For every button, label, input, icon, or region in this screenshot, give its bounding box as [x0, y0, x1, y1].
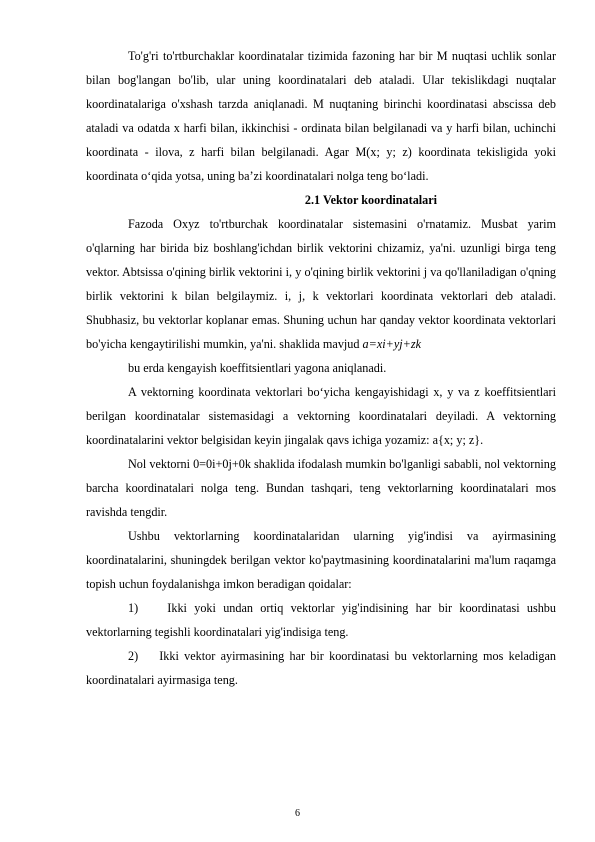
section-heading: 2.1 Vektor koordinatalari — [304, 193, 438, 207]
paragraph-vector-coordinates-definition: A vektorning koordinata vektorlari bo‘yicha kengayishidagi x, y va z koeffitsientlari berilgan koordinatalar sistemasidagi a vektorning koordinatalari deyiladi. A vektorning koordinatalarini vektor belgisidan keyin jingalak qavs ichiga yozamiz: a{x; y; z}. — [86, 385, 556, 447]
paragraph-expansion-coefficients: bu erda kengayish koeffitsientlari yagona aniqlanadi. — [128, 361, 387, 375]
text-body — [86, 44, 560, 692]
paragraph-coordinate-vectors — [86, 212, 556, 356]
rule-sum: 1) Ikki yoki undan ortiq vektorlar yig'indisining har bir koordinatasi ushbu vektorlarning tegishli koordinatalari yig'indisiga teng. — [86, 601, 560, 639]
page-number: 6 — [295, 808, 300, 819]
paragraph-rules-intro: Ushbu vektorlarning koordinatalaridan ularning yig'indisi va ayirmasining koordinatalarini, shuningdek berilgan vektor ko'paytmasining koordinatalarini ma'lum raqamga topish uchun foydalanishga imkon beradigan qoidalar: — [86, 529, 556, 591]
vector-expansion-formula: a=xi+yj+zk — [362, 337, 422, 351]
paragraph-zero-vector: Nol vektorni 0=0i+0j+0k shaklida ifodalash mumkin bo'lganligi sababli, nol vektorning barcha koordinatalari nolga teng. Bundan tashqari, teng vektorlarning koordinatalari mos ravishda tengdir. — [86, 457, 556, 519]
paragraph-coordinates-intro: To'g'ri to'rtburchaklar koordinatalar tizimida fazoning har bir M nuqtasi uchlik sonlar bilan bog'langan bo'lib, ular uning koordinatalari deb ataladi. Ular tekislikdagi nuqtalar koordinatalariga o'xshash tarzda aniqlanadi. M nuqtaning birinchi koordinatasi abscissa deb ataladi va odatda x harfi bilan, ikkinchisi - ordinata bilan belgilanadi va y harfi bilan, uchinchi koordinata - ilova, z harfi bilan belgilanadi. Agar M(x; y; z) koordinata tekisligida yoki koordinata o‘qida yotsa, uning ba’zi koordinatalari nolga teng bo‘ladi. — [86, 49, 556, 183]
paragraph-coordinate-vectors-text: Fazoda Oxyz to'rtburchak koordinatalar sistemasini o'rnatamiz. Musbat yarim o'qlarning har birida biz boshlang'ichdan birlik vektorini chizamiz, ya'ni. uzunligi birga teng vektor. Abtsissa o'qining birlik vektorini i, y o'qining birlik vektorini j va qo'llaniladigan o'qning birlik vektorini k bilan belgilaymiz. i, j, k vektorlari koordinata vektorlari deb ataladi. Shubhasiz, bu vektorlar koplanar emas. Shuning uchun har qanday vektor koordinata vektorlari bo'yicha kengaytirilishi mumkin, ya'ni. shaklida mavjud — [86, 217, 556, 351]
rule-difference: 2) Ikki vektor ayirmasining har bir koordinatasi bu vektorlarning mos keladigan koordinatalari ayirmasiga teng. — [86, 649, 560, 687]
